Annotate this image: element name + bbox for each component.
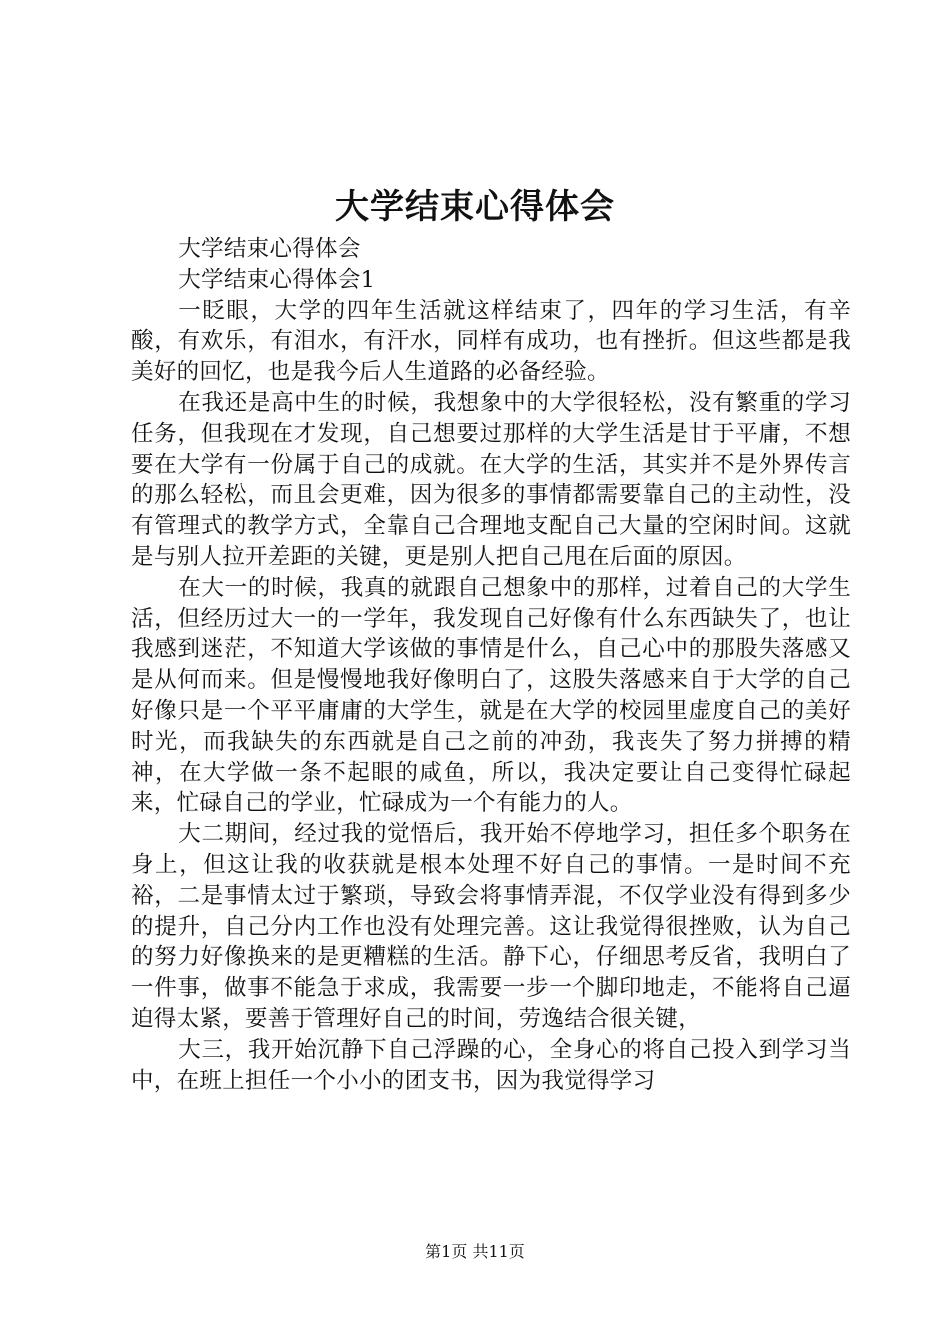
paragraph: 大三，我开始沉静下自己浮躁的心，全身心的将自己投入到学习当中，在班上担任一个小小的团支书，因为我觉得学习 [131, 1036, 851, 1094]
paragraph: 一眨眼，大学的四年生活就这样结束了，四年的学习生活，有辛酸，有欢乐，有泪水，有汗水，同样有成功，也有挫折。但这些都是我美好的回忆，也是我今后人生道路的必备经验。 [131, 297, 851, 386]
document-title: 大学结束心得体会 [335, 187, 615, 227]
page-footer: 第1页 共11页 [425, 1242, 525, 1261]
paragraph: 大学结束心得体会1 [178, 266, 376, 293]
paragraph: 大二期间，经过我的觉悟后，我开始不停地学习，担任多个职务在身上，但这让我的收获就是根本处理不好自己的事情。一是时间不充裕，二是事情太过于繁琐，导致会将事情弄混，不仅学业没有得到多少的提升，自己分内工作也没有处理完善。这让我觉得很挫败，认为自己的努力好像换来的是更糟糕的生活。静下心，仔细思考反省，我明白了一件事，做事不能急于求成，我需要一步一个脚印地走，不能将自己逼迫得太紧，要善于管理好自己的时间，劳逸结合很关键， [131, 821, 851, 1032]
document-body [131, 234, 851, 1096]
paragraph: 在我还是高中生的时候，我想象中的大学很轻松，没有繁重的学习任务，但我现在才发现，自己想要过那样的大学生活是甘于平庸，不想要在大学有一份属于自己的成就。在大学的生活，其实并不是外界传言的那么轻松，而且会更难，因为很多的事情都需要靠自己的主动性，没有管理式的教学方式，全靠自己合理地支配自己大量的空闲时间。这就是与别人拉开差距的关键，更是别人把自己甩在后面的原因。 [131, 389, 851, 570]
paragraph: 在大一的时候，我真的就跟自己想象中的那样，过着自己的大学生活，但经历过大一的一学年，我发现自己好像有什么东西缺失了，也让我感到迷茫，不知道大学该做的事情是什么，自己心中的那股失落感又是从何而来。但是慢慢地我好像明白了，这股失落感来自于大学的自己好像只是一个平平庸庸的大学生，就是在大学的校园里虚度自己的美好时光，而我缺失的东西就是自己之前的冲劲，我丧失了努力拼搏的精神，在大学做一条不起眼的咸鱼，所以，我决定要让自己变得忙碌起来，忙碌自己的学业，忙碌成为一个有能力的人。 [131, 574, 851, 817]
paragraph: 大学结束心得体会 [178, 236, 361, 262]
